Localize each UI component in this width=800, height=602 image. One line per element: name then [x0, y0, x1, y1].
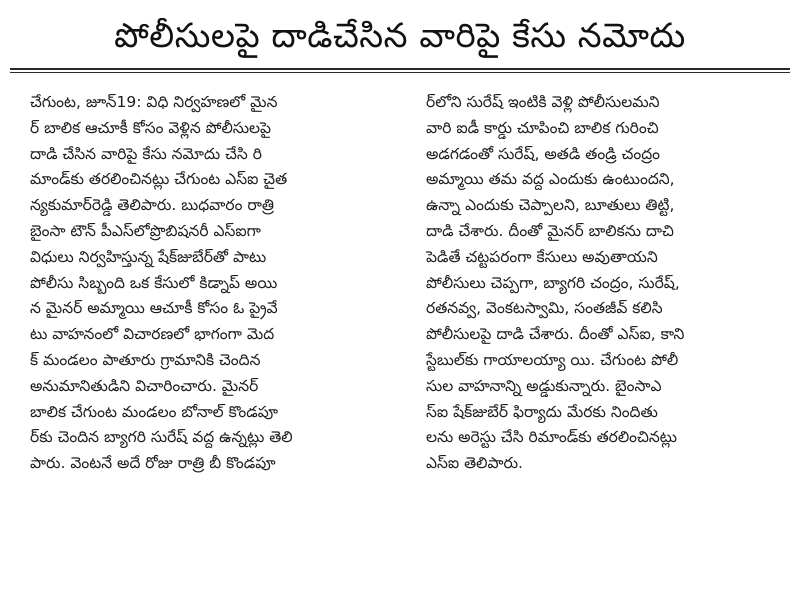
text-line: బాలిక చేగుంట మండలం బోనాల్ కొండపూ — [30, 402, 278, 421]
text-line: ఉన్నా ఎందుకు చెప్పాలని, బూతులు తిట్టి, — [426, 196, 675, 215]
text-line: విధులు నిర్వహిస్తున్న షేక్‌జుబేర్‌తో పాటు — [30, 247, 267, 266]
article-column-right — [426, 90, 780, 595]
text-line: న్యకుమార్‌రెడ్డి తెలిపారు. బుధవారం రాత్రి — [30, 196, 275, 215]
text-line: రతనవ్వ, వెంకటస్వామి, సంతజీవ్ కలిసి — [426, 299, 663, 318]
article-headline: పోలీసులపై దాడిచేసిన వారిపై కేసు నమోదు — [114, 16, 686, 56]
text-line: అమ్మాయి తమ వద్ద ఎందుకు ఉంటుందని, — [426, 170, 675, 189]
text-line: పారు. వెంటనే అదే రోజు రాత్రి బీ కొండపూ — [30, 454, 276, 473]
text-line: లను అరెస్టు చేసి రిమాండ్‌కు తరలించినట్లు — [426, 428, 678, 447]
text-line: పెడితే చట్టపరంగా కేసులు అవుతాయని — [426, 247, 658, 266]
text-line: స్ఐ షేక్‌జుబేర్ ఫిర్యాదు మేరకు నిందితు — [426, 402, 658, 421]
text-line: పోలీసులు చెప్పగా, బ్యాగరి చంద్రం, సురేష్, — [426, 273, 680, 292]
text-line: ర్‌కు చెందిన బ్యాగరి సురేష్ వద్ద ఉన్నట్లు తెలి — [30, 428, 293, 447]
text-line: చేగుంట, జూన్19: విధి నిర్వహణలో మైన — [30, 93, 278, 111]
text-line: బైంసా టౌన్ పీఎస్‌లో‌ప్రొబిషనరీ ఎస్ఐగా — [30, 221, 261, 240]
text-line: సుల వాహనాన్ని అడ్డుకున్నారు. బైంసాఎ — [426, 376, 662, 395]
article-column-left — [30, 90, 384, 595]
text-line: ఎస్ఐ తెలిపారు. — [426, 454, 523, 473]
text-line: న మైనర్ అమ్మాయి ఆచూకీ కోసం ఓ ప్రైవే — [30, 299, 278, 318]
text-line: పోలీసులపై దాడి చేశారు. దీంతో ఎస్ఐ, కాని — [426, 325, 685, 344]
text-line: ర్‌లోని సురేష్ ఇంటికి వెళ్లి పోలీసులమని — [426, 93, 660, 111]
text-line: టు వాహనంలో విచారణలో భాగంగా మెద — [30, 325, 275, 344]
text-line: పోలీసు సిబ్బంది ఒక కేసులో కిడ్నాప్ అయి — [30, 273, 278, 292]
text-line: క్ మండలం పాతూరు గ్రామానికి చెందిన — [30, 350, 261, 369]
text-line: దాడి చేశారు. దీంతో మైనర్ బాలికను దాచి — [426, 221, 674, 240]
text-line: వారి ఐడీ కార్డు చూపించి బాలిక గురించి — [426, 118, 659, 137]
text-line: దాడి చేసిన వారిపై కేసు నమోదు చేసి రి — [30, 144, 262, 163]
article-body — [30, 90, 780, 595]
text-line: అనుమానితుడిని విచారించారు. మైనర్ — [30, 376, 259, 395]
text-line: అడగడంతో సురేష్, అతడి తండ్రి చంద్రం — [426, 144, 661, 163]
text-line: స్టేబుల్‌కు గాయాలయ్యా యి. చేగుంట పోలీ — [426, 350, 679, 369]
headline-divider-thin — [10, 72, 790, 73]
text-line: ర్ బాలిక ఆచూకీ కోసం వెళ్లిన పోలీసులపై — [30, 118, 272, 137]
headline-divider — [10, 68, 790, 70]
text-line: మాండ్‌కు తరలించినట్లు చేగుంట ఎస్ఐ చైత — [30, 170, 288, 189]
